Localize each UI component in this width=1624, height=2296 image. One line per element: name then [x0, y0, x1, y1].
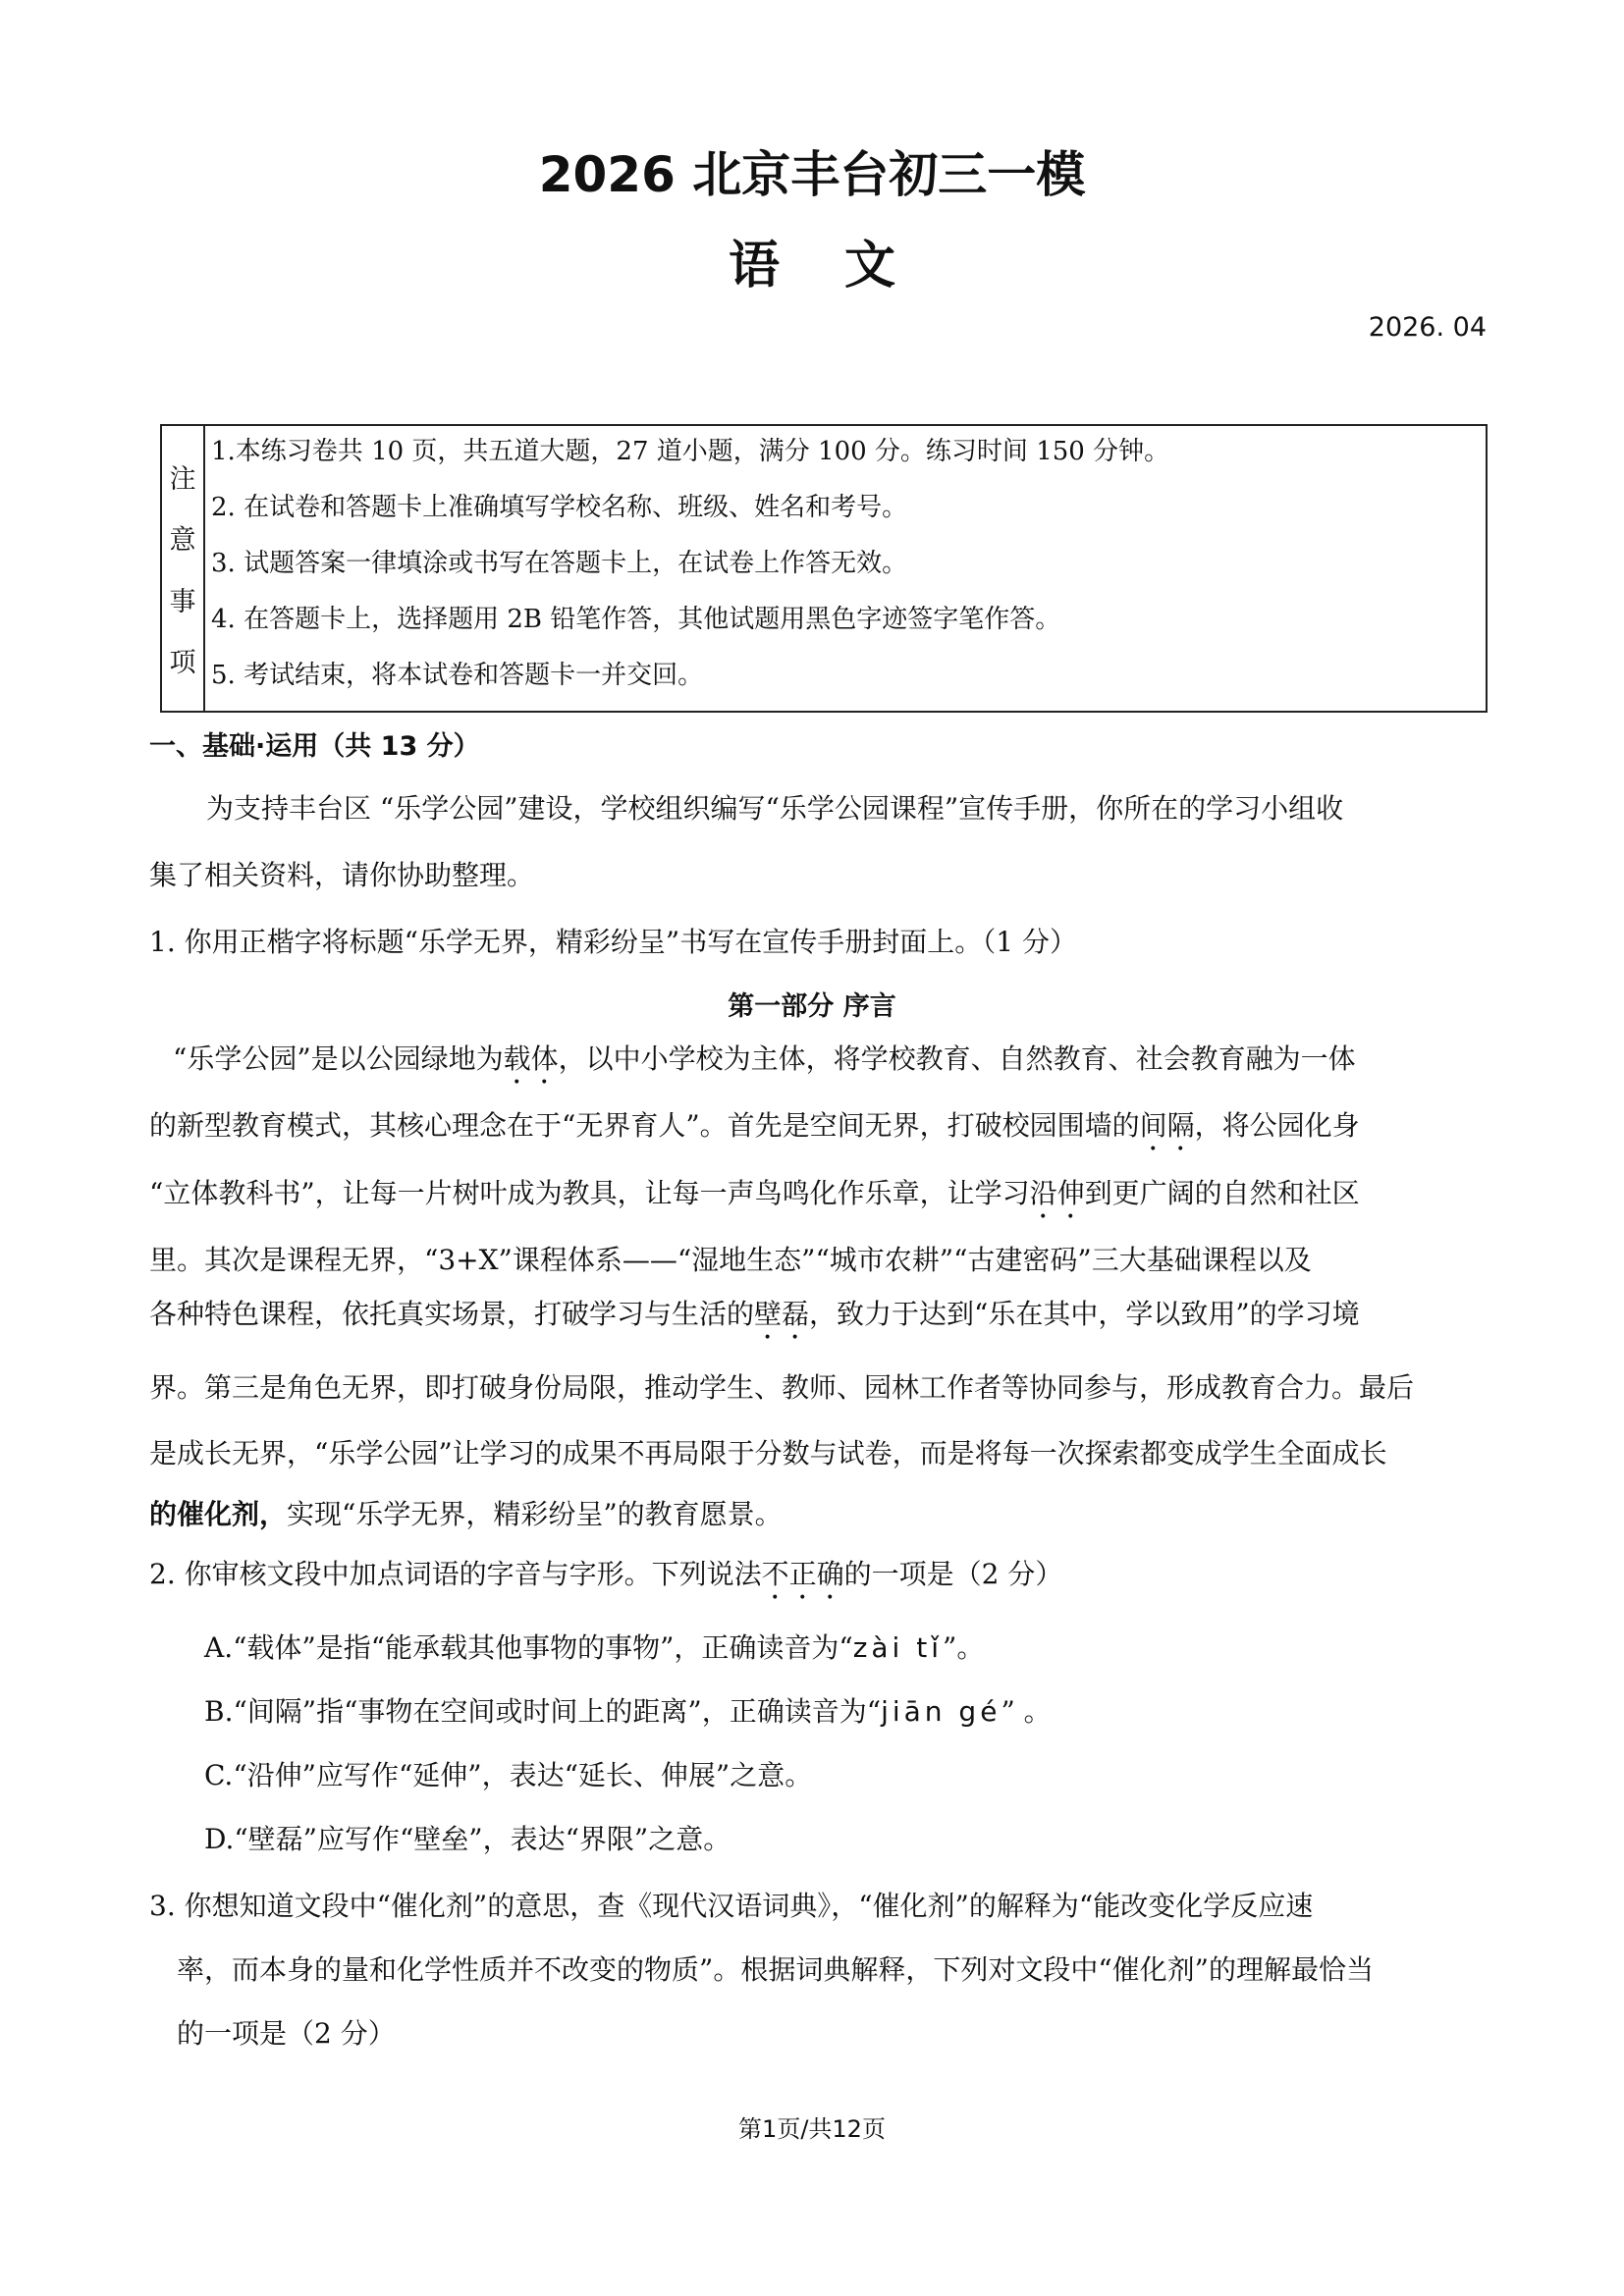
option-d: D.“壁磊”应写作“壁垒”，表达“界限”之意。: [204, 1823, 731, 1855]
passage-line: 的催化剂，实现“乐学无界，精彩纷呈”的教育愿景。: [149, 1498, 783, 1530]
section-heading: 一、基础·运用（共 13 分）: [149, 731, 480, 762]
notice-item: 1.本练习卷共 10 页，共五道大题，27 道小题，满分 100 分。练习时间 150 分钟。: [211, 437, 1170, 466]
page-footer: 第1页/共12页: [738, 2115, 886, 2143]
intro-line: 集了相关资料，请你协助整理。: [149, 859, 535, 891]
passage-line: “乐学公园”是以公园绿地为载体，以中小学校为主体，将学校教育、自然教育、社会教育融为一体: [173, 1042, 1356, 1075]
notice-label-char: 注: [169, 463, 196, 495]
dotted-word: 壁磊: [754, 1298, 810, 1330]
question-3-line: 率，而本身的量和化学性质并不改变的物质”。根据词典解释，下列对文段中“催化剂”的理解最恰当: [177, 1953, 1374, 1986]
passage-line: “立体教科书”，让每一片树叶成为教具，让每一声鸟鸣化作乐章，让学习沿伸到更广阔的自然和社区: [149, 1177, 1360, 1209]
passage-line: 是成长无界，“乐学公园”让学习的成果不再局限于分数与试卷，而是将每一次探索都变成学生全面成长: [149, 1437, 1387, 1469]
notice-item: 3. 试题答案一律填涂或书写在答题卡上，在试卷上作答无效。: [211, 549, 908, 578]
option-c: C.“沿伸”应写作“延伸”，表达“延长、伸展”之意。: [204, 1759, 813, 1791]
notice-label-char: 事: [169, 586, 196, 617]
passage-line: 里。其次是课程无界，“3+X”课程体系——“湿地生态”“城市农耕”“古建密码”三大基础课程以及: [149, 1244, 1312, 1276]
notice-label-char: 意: [169, 525, 196, 557]
notice-item: 2. 在试卷和答题卡上准确填写学校名称、班级、姓名和考号。: [211, 493, 908, 522]
notice-items: [211, 428, 1478, 708]
question-3-line: 的一项是（2 分）: [177, 2017, 396, 2050]
passage-line: 的新型教育模式，其核心理念在于“无界育人”。首先是空间无界，打破校园围墙的间隔，将公园化身: [149, 1109, 1360, 1142]
intro-line: 为支持丰台区 “乐学公园”建设，学校组织编写“乐学公园课程”宣传手册，你所在的学习小组收: [206, 792, 1344, 825]
exam-date: 2026. 04: [1368, 312, 1487, 343]
notice-box: [160, 424, 1488, 713]
question-1: 1. 你用正楷字将标题“乐学无界，精彩纷呈”书写在宣传手册封面上。（1 分）: [149, 926, 1077, 958]
bold-term: 的催化剂，: [149, 1498, 288, 1530]
dotted-word: 沿伸: [1029, 1177, 1085, 1209]
exam-title: 2026 北京丰台初三一模: [538, 146, 1086, 203]
pinyin: zài tǐ: [852, 1631, 943, 1664]
notice-label-char: 项: [169, 648, 196, 679]
subject-title: 语文: [728, 237, 960, 295]
dotted-word: 载体: [503, 1042, 559, 1075]
passage-line: 各种特色课程，依托真实场景，打破学习与生活的壁磊，致力于达到“乐在其中，学以致用”的学习境: [149, 1298, 1360, 1330]
question-2-stem: 2. 你审核文段中加点词语的字音与字形。下列说法不正确的一项是（2 分）: [149, 1558, 1063, 1590]
option-b: B.“间隔”指“事物在空间或时间上的距离”，正确读音为“jiān gé” 。: [204, 1695, 1052, 1728]
passage-line: 界。第三是角色无界，即打破身份局限，推动学生、教师、园林工作者等协同参与，形成教育合力。最后: [149, 1371, 1415, 1404]
dotted-word: 不正确: [761, 1558, 844, 1590]
question-3-line: 3. 你想知道文段中“催化剂”的意思，查《现代汉语词典》，“催化剂”的解释为“能改变化学反应速: [149, 1890, 1314, 1922]
notice-item: 4. 在答题卡上，选择题用 2B 铅笔作答，其他试题用黑色字迹签字笔作答。: [211, 605, 1061, 634]
option-a: A.“载体”是指“能承载其他事物的事物”，正确读音为“zài tǐ”。: [204, 1631, 985, 1664]
notice-item: 5. 考试结束，将本试卷和答题卡一并交回。: [211, 661, 704, 690]
dotted-word: 间隔: [1139, 1109, 1195, 1142]
pinyin: jiān gé: [881, 1695, 1001, 1728]
notice-label: [162, 426, 205, 711]
part-heading: 第一部分 序言: [728, 991, 896, 1022]
